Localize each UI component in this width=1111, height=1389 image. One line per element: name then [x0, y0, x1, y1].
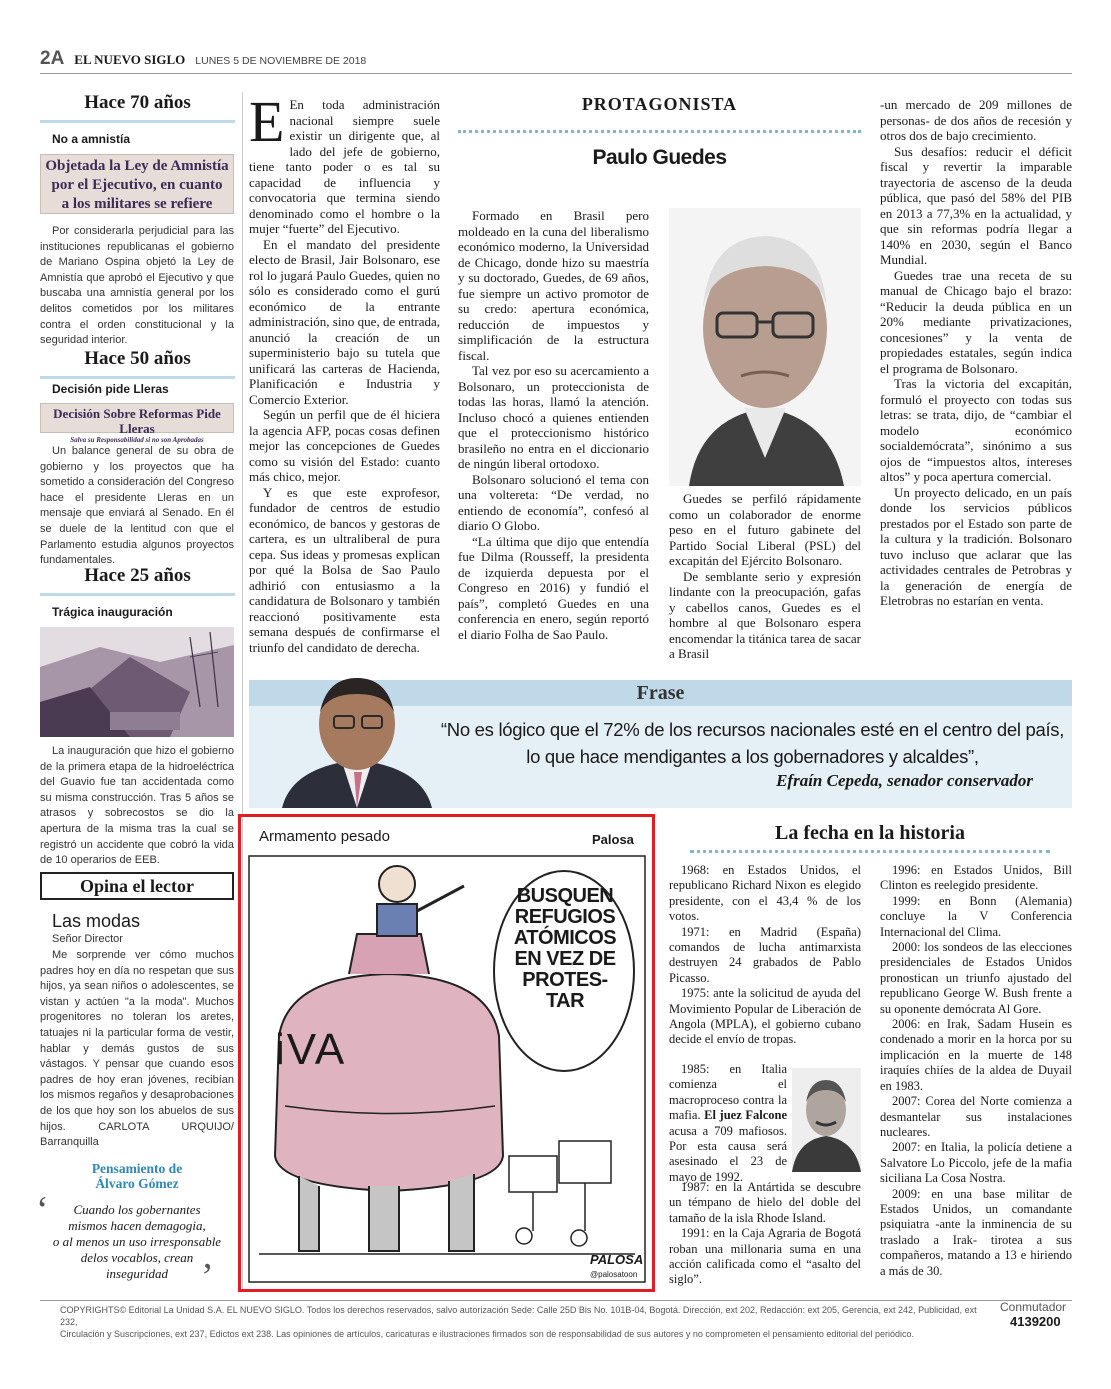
cartoon-balloon-text [499, 886, 631, 1012]
hace50-body [40, 444, 234, 569]
body-paragraph: Me sorprende ver cómo muchos padres hoy en día no respetan que sus hijos, ya sean niños o adolescentes, se vistan y actúen "a la moda". Muchos progenitores no toleran los aretes, tatuajes ni la particular forma de vestir, hablar y demás gustos de sus vástagos. Y pensar que cuando esos padres de hoy eran jóvenes, recibían los mismos regaños y desaprobaciones de los que hoy son los abuelos de sus hijos. CARLOTA URQUIJO/ Barranquilla [40, 949, 234, 1149]
article-paragraph: En el mandato del presidente electo de Brasil, Jair Bolsonaro, ese rol lo jugará Paulo Guedes, quien no sólo es considerado como el gurú económico de la entrante administración, sino que, de entrada, anunció la creación de un superministerio bajo su tutela que unificará las carteras de Hacienda, Planificación e Industria y Comercio Exterior. [249, 236, 440, 407]
fecha-column-1b [669, 1180, 861, 1288]
fecha-entry: 2009: en una base militar de Estados Unidos, un comandante psiquiatra -ante la inminencia de su traslado a Irak- tirotea a sus compañeros, matando a 13 e hiriendo a más de 30. [880, 1186, 1072, 1278]
quote-line: “No es lógico que el 72% de los recursos nacionales esté en el centro del país, [440, 719, 1065, 740]
fecha-column-1 [669, 863, 861, 1048]
opina-body [40, 948, 234, 1151]
article-paragraph: -un mercado de 209 millones de personas- de dos años de recesión y otros dos de bajo crecimiento. [880, 97, 1072, 143]
article-paragraph: Tal vez por eso su acercamiento a Bolsonaro, un proteccionista de todas las horas, llamó la atención. Incluso chocó a quienes entienden que el proteccionismo histórico brasileño no entra en el diccionario de ningún liberal ortodoxo. [458, 363, 649, 471]
footer-line: COPYRIGHTS© Editorial La Unidad S.A. EL NUEVO SIGLO. Todos los derechos reservados, salvo autorización Sede: Calle 25D Bis No. 101B-04, Bogotá. Dirección, ext 202, Redacción: ext 205, Gerencia, ext 242, Publicidad, ext 232, [60, 1305, 977, 1327]
hace70-body [40, 224, 234, 349]
dotted-divider [458, 130, 861, 133]
opina-title: Opina el lector [40, 872, 234, 900]
fecha-entry: 1975: ante la solicitud de ayuda del Movimiento Popular de Liberación de Angola (MPLA), el gobierno cubano decide el envío de tropas. [669, 986, 861, 1047]
conmutador-number: 4139200 [1010, 1314, 1061, 1329]
quote-line: lo que hace mendigantes a los gobernadores y alcaldes”, [526, 746, 979, 767]
frase-quote [440, 716, 1065, 770]
body-paragraph: Un balance general de su obra de gobierno y los proyectos que ha sometido a consideración del Congreso hace el presidente Lleras en un mensaje que enviará al Senado. En él se duele de la lentitud con que el Parlamento estudia algunos proyectos fundamentales. [40, 445, 234, 567]
cartoon-signature: PALOSA [590, 1252, 644, 1267]
body-paragraph: La inauguración que hizo el gobierno de la primera etapa de la hidroeléctrica del Guavio fue tan accidentada como su misma construcción. Tras 5 años se atrasos y sobrecostos se dio la apertura de la misma tras la cual se registró un accidente que cobró la vida de 10 operarios de EEB. [40, 745, 234, 867]
opina-headline: Las modas [52, 911, 141, 931]
fecha-entry: 1996: en Estados Unidos, Bill Clinton es reelegido presidente. [880, 863, 1072, 893]
dotted-divider [690, 850, 1050, 853]
frase-author: Efraín Cepeda, senador conservador [776, 771, 1033, 790]
pensamiento-title-line: Álvaro Gómez [95, 1176, 179, 1191]
fecha-entry: 1987: en la Antártida se descubre un témpano de hielo del doble del tamaño de la isla Rhode Island. [669, 1180, 861, 1225]
fecha-entry: 2007: Corea del Norte comienza a desmantelar sus instalaciones nucleares. [880, 1094, 1072, 1139]
hace50-subtitle: Decisión pide Lleras [52, 382, 169, 396]
article-column-1 [249, 89, 440, 655]
fecha-bold-name: El juez Falcone [704, 1108, 787, 1123]
fecha-entry: 2007: en Italia, la policía detiene a Salvatore Lo Piccolo, jefe de la mafia siciliana La Cosa Nostra. [880, 1140, 1072, 1186]
fecha-entry: acusa a 709 mafiosos. Por esta causa será asesinado el 23 de mayo de 1992. [669, 1123, 787, 1184]
balloon-line: BUSQUEN [516, 885, 614, 907]
hace50-title: Hace 50 años [40, 348, 235, 379]
open-quote-icon: ‘ [36, 1189, 49, 1231]
iva-label: iVA [275, 1025, 347, 1074]
issue-date: LUNES 5 DE NOVIEMBRE DE 2018 [195, 55, 367, 67]
frase-title: Frase [636, 682, 685, 704]
cartoon-title: Armamento pesado [259, 828, 390, 845]
fecha-entry: 1968: en Estados Unidos, el republicano Richard Nixon es elegido presidente, con el 43,4 % de los votos. [669, 863, 861, 924]
article-column-4 [880, 97, 1072, 609]
article-paragraph: Formado en Brasil pero moldeado en la cuna del liberalismo económico moderno, la Universidad de Chicago, donde hizo su maestría y su doctorado, Guedes, de 69 años, fue siempre un activo promotor de su credo: apertura económica, reducción de impuestos y simplificación de la estructura fiscal. [458, 208, 649, 363]
article-paragraph: En toda administración nacional siempre suele existir un dirigente que, al lado del jefe de gobierno, tiene tanto poder o es tal su capacidad de influencia y convocatoria que termina siendo denominado como el hombre o la mujer “fuerte” del Ejecutivo. [249, 97, 440, 236]
balloon-line: ATÓMICOS [513, 927, 617, 949]
page-footer [40, 1300, 1072, 1301]
guedes-photo [669, 208, 861, 486]
quote-line: delos vocablos, crean [80, 1250, 194, 1265]
article-paragraph: Y es que este exprofesor, fundador de centros de estudio económico, de bancos y gestoras de cartera, es un ultraliberal de pura cepa. Sus ideas y promesas explican por qué la Bolsa de Sao Paulo adhirió con entusiasmo a la candidatura de Bolsonaro y también reaccionó positivamente esta semana después de confirmarse el triunfo del candidato de derecha. [249, 484, 440, 655]
article-column-3 [669, 491, 861, 662]
balloon-line: TAR [545, 990, 585, 1012]
fecha-falcone-entry [669, 1062, 787, 1185]
cartoon-handle: @palosatoon [590, 1270, 638, 1279]
clip-line: Decisión Sobre Reformas Pide Lleras [53, 406, 221, 436]
article-paragraph: Tras la victoria del excapitán, formuló el proyecto con todas sus letras: se trata, dijo, de “cambiar el modelo económico socialdemócrata”, sinónimo a sus ojos de “impuestos altos, intereses altos” y poca apertura comercial. [880, 376, 1072, 484]
body-paragraph: Por considerarla perjudicial para las instituciones republicanas el gobierno de Mariano Ospina objetó la Ley de Amnistía que aprobó el Ejecutivo y que buscaba una amnistía general por los delitos cometidos por los militares contra el orden constitucional y la seguridad interior. [40, 225, 234, 347]
article-paragraph: Guedes se perfiló rápidamente como un colaborador de enorme peso en el futuro gabinete del Partido Social Liberal (PSL) del excapitán del Ejército Bolsonaro. [669, 491, 861, 568]
fecha-column-2 [880, 863, 1072, 1279]
fecha-entry: 1985: en Italia comienza el macroproceso contra la mafia. [669, 1062, 787, 1123]
article-paragraph: De semblante serio y expresión lindante con la preocupación, gafas y cabellos canos, Guedes es el hombre al que Bolsonaro espera encomendar la titánica tarea de sacar a Brasil [669, 568, 861, 661]
hace50-clipping [40, 403, 234, 444]
fecha-entry: 1999: en Bonn (Alemania) concluye la V Conferencia Internacional del Clima. [880, 893, 1072, 939]
balloon-line: REFUGIOS [514, 906, 616, 928]
fecha-entry: 2000: los sondeos de las elecciones presidenciales de Estados Unidos pronostican un triunfo ajustado del republicano George W. Bush frente a su oponente demócrata Al Gore. [880, 940, 1072, 1016]
footer-line: Circulación y Suscripciones, ext 237, Edictos ext 238. Las opiniones de artículos, caricaturas e ilustraciones firmados son de responsabilidad de sus autores y no comprometen el pensamiento editorial del periódico. [60, 1329, 914, 1339]
guavio-photo [40, 627, 234, 737]
footer-text [60, 1304, 990, 1340]
balloon-line: PROTES- [522, 969, 608, 991]
pensamiento-title-line: Pensamiento de [91, 1161, 183, 1176]
protagonista-label: PROTAGONISTA [581, 94, 738, 114]
clip-line: Objetada la Ley de Amnistía [45, 158, 229, 174]
clip-line: Salva su Responsabilidad si no son Aprobadas [70, 436, 204, 444]
article-column-2 [458, 208, 649, 642]
page-header [40, 48, 1072, 74]
fecha-title: La fecha en la historia [775, 822, 965, 844]
quote-line: inseguridad [105, 1266, 169, 1281]
hace25-title: Hace 25 años [40, 565, 235, 596]
article-paragraph: “La última que dijo que entendía fue Dilma (Rousseff, la presidenta de izquierda depuesta por el Congreso en 2016) y fundió el país”, completó Guedes en una conferencia en enero, según reportó el diario Folha de Sao Paulo. [458, 533, 649, 642]
hace70-title: Hace 70 años [40, 92, 235, 123]
protagonista-name: Paulo Guedes [592, 146, 727, 169]
fecha-entry: 2006: en Irak, Sadam Husein es condenado a morir en la horca por su implicación en la muerte de 148 iraquíes chiíes de la aldea de Duyail en 1983. [880, 1017, 1072, 1093]
fecha-entry: 1991: en la Caja Agraria de Bogotá roban una millonaria suma en una acción calificada como el “asalto del siglo”. [669, 1226, 861, 1287]
hace70-clipping [40, 154, 234, 214]
fecha-entry: 1971: en Madrid (España) comandos de lucha antimarxista destruyen 24 grabados de Pablo Picasso. [669, 924, 861, 985]
clip-line: a los militares se refiere [61, 196, 213, 212]
balloon-line: EN VEZ DE [514, 948, 616, 970]
quote-line: Cuando los gobernantes [73, 1202, 201, 1217]
quote-line: mismos hacen demagogia, [68, 1218, 206, 1233]
falcone-photo [792, 1068, 861, 1172]
masthead: EL NUEVO SIGLO [74, 52, 186, 67]
pensamiento-title [40, 1161, 234, 1191]
article-paragraph: Sus desafíos: reducir el déficit fiscal y revertir la imparable trayectoria de ascenso de la deuda pública, que pasó del 58% del PIB en 2013 a 77,3% en la actualidad, y que sin reformas podría llegar a 140% en 2030, según el Banco Mundial. [880, 143, 1072, 267]
hace70-subtitle: No a amnistía [52, 132, 131, 146]
article-paragraph: Según un perfil que de él hiciera la agencia AFP, pocas cosas definen mejor las concepciones de Guedes como su visión del Estado: cuanto más chico, mejor. [249, 407, 440, 484]
hace25-body [40, 744, 234, 869]
article-paragraph: Bolsonaro solucionó el tema con una voltereta: “De verdad, no entiendo de economía”, confesó al diario O Globo. [458, 471, 649, 533]
page-number: 2A [40, 48, 65, 69]
article-paragraph: Guedes trae una receta de su manual de Chicago bajo el brazo: “Reducir la deuda pública en un 20% mediante privatizaciones, concesiones” y la venta de propiedades estatales, según indica el programa de Bolsonaro. [880, 267, 1072, 376]
hace25-subtitle: Trágica inauguración [52, 605, 173, 619]
cartoon-artist: Palosa [592, 832, 634, 847]
quote-line: o al menos un uso irresponsable [52, 1234, 222, 1249]
close-quote-icon: ’ [201, 1256, 214, 1298]
opina-salutation: Señor Director [52, 933, 123, 945]
conmutador-label: Conmutador [1000, 1300, 1067, 1314]
clip-line: por el Ejecutivo, en cuanto [51, 177, 223, 193]
article-paragraph: Un proyecto delicado, en un país donde los servicios públicos prestados por el Estado son parte de la cultura y la tradición. Bolsonaro tuvo incluso que aclarar que las actividades centrales de Petrobras y la generación de energía de Eletrobras no estarían en venta. [880, 484, 1072, 608]
drop-cap: E [249, 89, 285, 154]
cepeda-photo [282, 672, 432, 808]
